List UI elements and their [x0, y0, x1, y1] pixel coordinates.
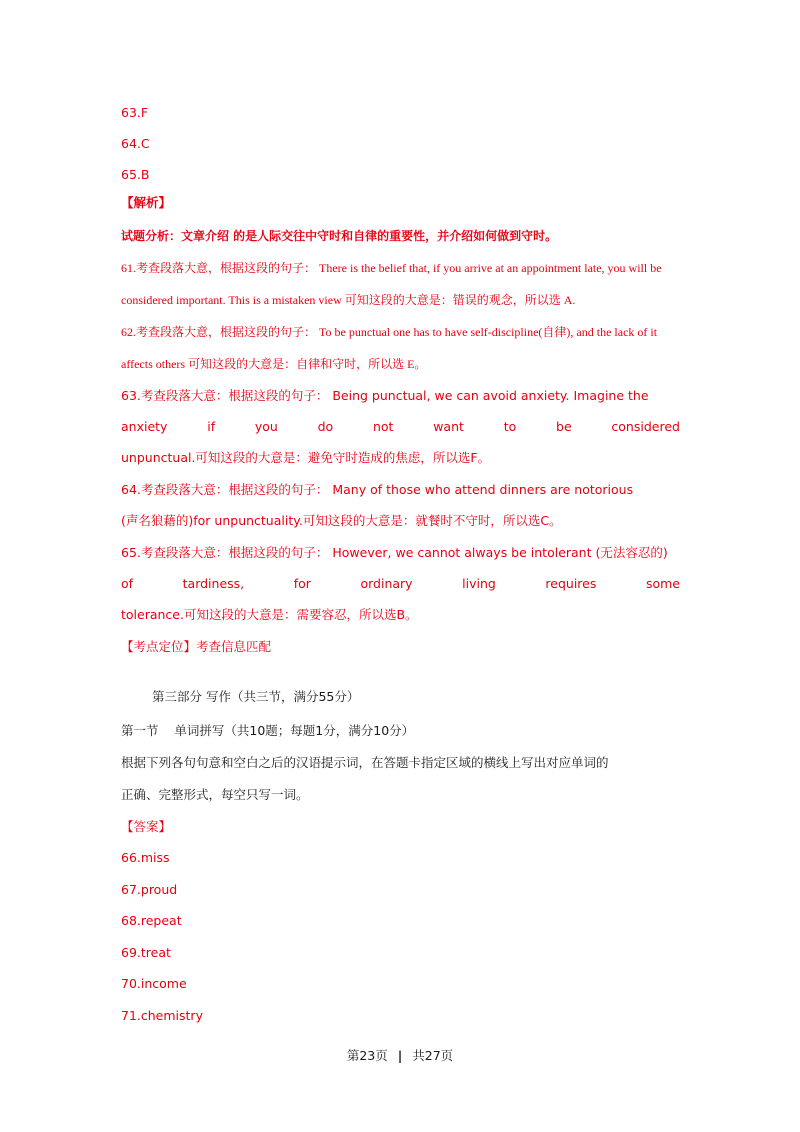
answer-71: 71.chemistry	[121, 1008, 203, 1023]
word: do	[317, 419, 334, 434]
answer-heading: 【答案】	[121, 819, 172, 834]
analysis-61-line2: considered important. This is a mistaken view 可知这段的大意是：错误的观念，所以选 A.	[121, 293, 576, 307]
page-footer	[0, 1046, 800, 1064]
kaodian-label: 【考点定位】考查信息匹配	[121, 639, 272, 654]
word: you	[254, 419, 278, 434]
word: living	[462, 576, 496, 591]
analysis-63-line2	[121, 418, 680, 436]
word: anxiety	[121, 419, 168, 434]
total-pages: 共27页	[412, 1048, 454, 1063]
footer-separator: |	[397, 1048, 403, 1063]
answer-65: 65.B	[121, 167, 150, 182]
instructions-line2: 正确、完整形式，每空只写一词。	[121, 787, 309, 802]
word: be	[556, 419, 572, 434]
answer-70: 70.income	[121, 976, 187, 991]
word: want	[433, 419, 464, 434]
word: some	[645, 576, 680, 591]
analysis-65-line1: 65.考查段落大意：根据这段的句子： However, we cannot always be intolerant (无法容忍的)	[121, 545, 668, 560]
answer-66: 66.miss	[121, 850, 170, 865]
answer-68: 68.repeat	[121, 913, 182, 928]
word: if	[207, 419, 216, 434]
word: not	[372, 419, 394, 434]
analysis-64-line1: 64.考查段落大意：根据这段的句子： Many of those who attend dinners are notorious	[121, 482, 634, 497]
word: to	[503, 419, 517, 434]
subsection-title: 第一节 单词拼写（共10题；每题1分，满分10分）	[121, 723, 415, 738]
instructions-line1: 根据下列各句句意和空白之后的汉语提示词，在答题卡指定区域的横线上写出对应单词的	[121, 755, 609, 770]
answer-67: 67.proud	[121, 882, 178, 897]
analysis-63-line3: unpunctual.可知这段的大意是：避免守时造成的焦虑，所以选F。	[121, 450, 491, 465]
analysis-summary: 试题分析：文章介绍 的是人际交往中守时和自律的重要性，并介绍如何做到守时。	[121, 229, 558, 243]
word: ordinary	[360, 576, 413, 591]
analysis-heading: 【解析】	[121, 195, 172, 210]
analysis-62-line1: 62.考查段落大意，根据这段的句子： To be punctual one has to have self-discipline(自律), and the lack of it	[121, 325, 658, 339]
word: for	[293, 576, 311, 591]
analysis-61-line1: 61.考查段落大意，根据这段的句子： There is the belief that, if you arrive at an appointment late, you will be	[121, 261, 662, 275]
analysis-65-line2	[121, 575, 680, 593]
analysis-62-line2: affects others 可知这段的大意是：自律和守时，所以选 E。	[121, 357, 427, 371]
answer-63: 63.F	[121, 105, 149, 120]
current-page: 第23页	[346, 1048, 388, 1063]
section-title: 第三部分 写作（共三节，满分55分）	[152, 689, 360, 704]
analysis-64-line2: (声名狼藉的)for unpunctuality.可知这段的大意是：就餐时不守时，所以选C。	[121, 513, 562, 528]
answer-69: 69.treat	[121, 945, 171, 960]
analysis-63-line1: 63.考查段落大意：根据这段的句子： Being punctual, we can avoid anxiety. Imagine the	[121, 388, 649, 403]
word: considered	[611, 419, 680, 434]
word: tardiness,	[182, 576, 245, 591]
answer-64: 64.C	[121, 136, 150, 151]
word: of	[121, 576, 134, 591]
analysis-65-line3: tolerance.可知这段的大意是：需要容忍，所以选B。	[121, 607, 418, 622]
word: requires	[545, 576, 597, 591]
